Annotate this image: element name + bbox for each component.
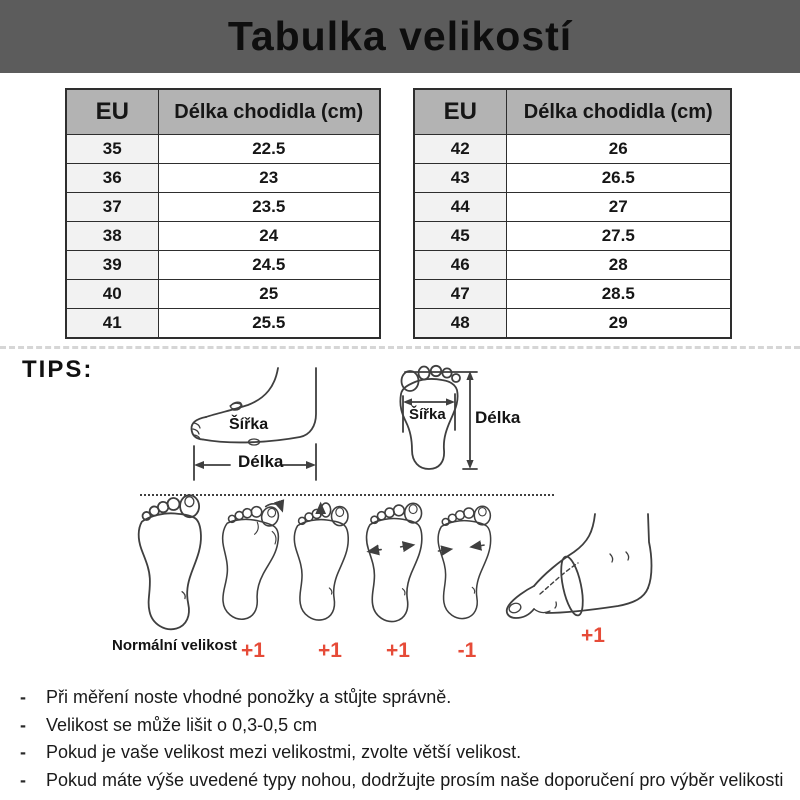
table-row	[66, 135, 380, 164]
table-row	[66, 280, 380, 309]
foot-length-cell: 26	[506, 135, 731, 164]
tips-heading: TIPS:	[22, 356, 94, 383]
eu-size-cell: 48	[414, 309, 506, 339]
eu-size-cell: 45	[414, 222, 506, 251]
table-header-row	[414, 89, 731, 135]
foot-type-high-instep-icon	[498, 506, 658, 628]
eu-size-cell: 44	[414, 193, 506, 222]
eu-size-cell: 37	[66, 193, 158, 222]
foot-type-label-plus1-d: +1	[581, 624, 605, 647]
eu-size-cell: 41	[66, 309, 158, 339]
page-title: Tabulka velikostí	[227, 13, 573, 59]
column-header-foot-length: Délka chodidla (cm)	[158, 89, 380, 135]
foot-length-cell: 23.5	[158, 193, 380, 222]
table-row	[414, 251, 731, 280]
table-row	[414, 280, 731, 309]
foot-length-cell: 24	[158, 222, 380, 251]
foot-type-label-plus1-b: +1	[318, 639, 342, 662]
measuring-notes-list	[20, 688, 792, 798]
note-item	[20, 716, 792, 736]
note-item	[20, 688, 792, 708]
foot-length-cell: 28	[506, 251, 731, 280]
note-text: Pokud je vaše velikost mezi velikostmi, zvolte větší velikost.	[46, 742, 522, 762]
foot-length-cell: 23	[158, 164, 380, 193]
eu-size-cell: 35	[66, 135, 158, 164]
eu-size-cell: 36	[66, 164, 158, 193]
note-text: Při měření noste vhodné ponožky a stůjte správně.	[46, 687, 452, 707]
eu-size-cell: 46	[414, 251, 506, 280]
side-diagram-width-label: Šířka	[229, 416, 269, 433]
bullet-dash: -	[20, 687, 26, 707]
column-header-eu: EU	[414, 89, 506, 135]
foot-length-cell: 27.5	[506, 222, 731, 251]
note-text: Pokud máte výše uvedené typy nohou, dodržujte prosím naše doporučení pro výběr velikosti	[46, 769, 784, 790]
eu-size-cell: 47	[414, 280, 506, 309]
foot-length-cell: 29	[506, 309, 731, 339]
top-diagram-width-label: Šířka	[409, 406, 446, 423]
column-header-eu: EU	[66, 89, 158, 135]
eu-size-cell: 43	[414, 164, 506, 193]
table-row	[414, 222, 731, 251]
table-row	[414, 164, 731, 193]
table-row	[414, 135, 731, 164]
bullet-dash: -	[20, 769, 26, 790]
table-row	[66, 251, 380, 280]
foot-length-cell: 25	[158, 280, 380, 309]
table-row	[414, 309, 731, 339]
size-table-left	[65, 88, 381, 339]
eu-size-cell: 39	[66, 251, 158, 280]
size-table-right	[413, 88, 732, 339]
foot-type-wide-icon	[358, 492, 438, 632]
eu-size-cell: 42	[414, 135, 506, 164]
foot-length-cell: 24.5	[158, 251, 380, 280]
note-text: Velikost se může lišit o 0,3-0,5 cm	[46, 714, 318, 735]
foot-length-cell: 25.5	[158, 309, 380, 339]
foot-type-label-normal: Normální velikost	[112, 637, 238, 654]
table-row	[66, 164, 380, 193]
table-row	[66, 193, 380, 222]
foot-type-bunion-icon	[214, 492, 292, 632]
dashed-divider	[0, 346, 800, 349]
top-diagram-length-label: Délka	[475, 408, 521, 427]
foot-length-cell: 22.5	[158, 135, 380, 164]
note-item	[20, 771, 792, 791]
foot-type-label-plus1-c: +1	[386, 639, 410, 662]
bullet-dash: -	[20, 714, 26, 735]
eu-size-cell: 38	[66, 222, 158, 251]
foot-type-narrow-icon	[430, 492, 506, 632]
foot-length-cell: 28.5	[506, 280, 731, 309]
table-row	[66, 222, 380, 251]
table-row	[66, 309, 380, 339]
table-header-row	[66, 89, 380, 135]
note-item	[20, 743, 792, 763]
foot-length-cell: 27	[506, 193, 731, 222]
foot-length-cell: 26.5	[506, 164, 731, 193]
column-header-foot-length: Délka chodidla (cm)	[506, 89, 731, 135]
eu-size-cell: 40	[66, 280, 158, 309]
table-row	[414, 193, 731, 222]
foot-type-label-minus1: -1	[457, 639, 477, 662]
foot-type-normal-icon	[128, 492, 223, 632]
side-diagram-length-label: Délka	[238, 452, 284, 471]
bullet-dash: -	[20, 742, 26, 762]
foot-type-label-plus1-a: +1	[241, 639, 265, 662]
title-banner	[0, 0, 800, 73]
foot-type-long-toe-icon	[286, 492, 364, 632]
